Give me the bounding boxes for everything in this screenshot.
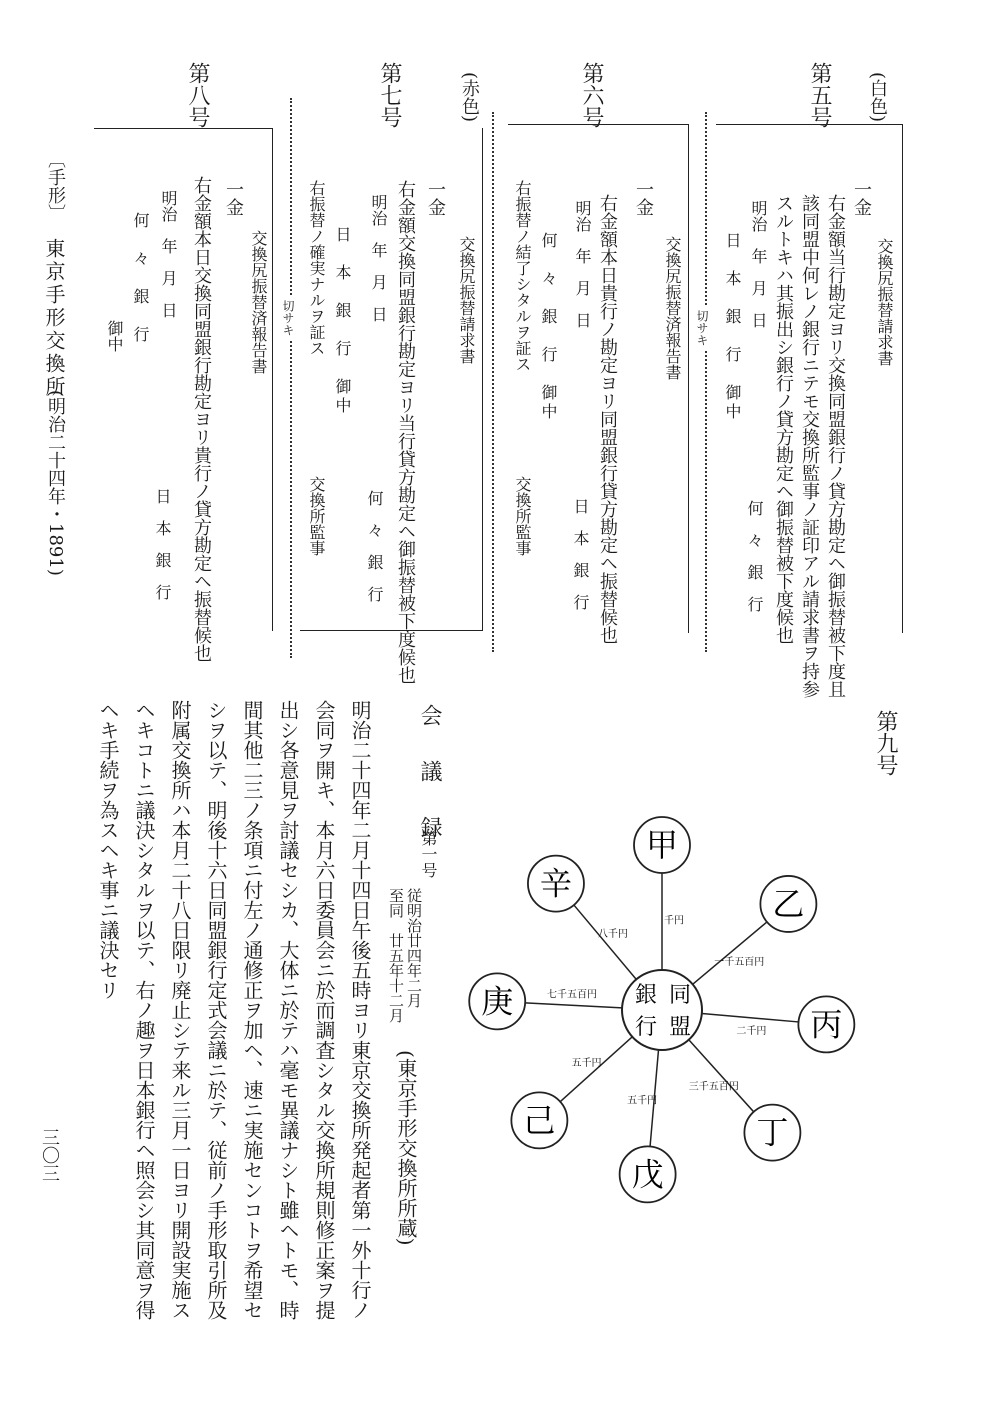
form6-color-note: (赤色) bbox=[459, 72, 480, 123]
form5-body-line3: スルトキハ其振出シ銀行ノ貸方勘定ヘ御振替被下度候也 bbox=[773, 194, 794, 644]
form7-body-line1: 右金額交換同盟銀行勘定ヨリ当行貸方勘定ヘ御振替被下度候也 bbox=[395, 180, 416, 684]
source-bracket: 〔手形〕 bbox=[45, 150, 66, 222]
bank-node-label: 乙 bbox=[772, 884, 805, 923]
form6-number: 第六号 bbox=[579, 62, 604, 128]
form7-cut-line bbox=[290, 98, 292, 658]
bank-node-label: 丙 bbox=[810, 1005, 843, 1044]
form5-color-note: (白色) bbox=[867, 72, 888, 123]
source-organization: 東京手形交換所 bbox=[42, 238, 66, 399]
form6-body-line1: 右金額本日貴行ノ勘定ヨリ同盟銀行貸方勘定ヘ振替候也 bbox=[597, 194, 618, 644]
diagram-amount-label: 一千五百円 bbox=[714, 956, 765, 968]
minutes-line-8: ヘキ手続ヲ為スヘキ事ニ議決セリ bbox=[96, 700, 120, 1000]
minutes-issue-number: 第一号 bbox=[419, 830, 438, 878]
page-number: 三〇三 bbox=[39, 1128, 60, 1182]
bank-node-label: 己 bbox=[523, 1101, 556, 1140]
form6-addressee: 何 々 銀 行 御中 bbox=[539, 232, 558, 422]
form6-title: 交換尻振替済報告書 bbox=[663, 236, 682, 380]
form5-cut-line bbox=[705, 112, 707, 652]
center-label-3: 銀 bbox=[634, 983, 658, 1008]
form6-date: 明治 年 月 日 bbox=[573, 200, 592, 328]
minutes-line-1: 明治二十四年二月十四日午後五時ヨリ東京交換所発起者第一外十行ノ bbox=[348, 700, 372, 1320]
bank-node-label: 庚 bbox=[481, 982, 514, 1021]
bank-node-label: 甲 bbox=[645, 826, 679, 864]
form8-title: 交換尻振替済報告書 bbox=[249, 230, 268, 374]
bank-node-label: 辛 bbox=[539, 864, 572, 903]
form8-addressee-honorific: 御中 bbox=[105, 320, 124, 352]
minutes-line-6: 附属交換所ハ本月二十八日限リ廃止シテ来ル三月一日ヨリ開設実施ス bbox=[168, 700, 192, 1320]
form6-issuer-bank: 日 本 銀 行 bbox=[571, 498, 590, 610]
form8-number: 第八号 bbox=[185, 62, 210, 128]
center-label-1: 同 bbox=[668, 983, 692, 1008]
center-label-2: 盟 bbox=[668, 1015, 692, 1040]
form8-issuer-bank: 日 本 銀 行 bbox=[153, 488, 172, 600]
form8-date: 明治 年 月 日 bbox=[159, 190, 178, 318]
form8-body-line1: 右金額本日交換同盟銀行勘定ヨリ貴行ノ貸方勘定ヘ振替候也 bbox=[191, 176, 212, 662]
form9-diagram-svg bbox=[450, 800, 870, 1220]
form5-addressee: 日 本 銀 行 御中 bbox=[723, 232, 742, 422]
minutes-title: 会 議 録 bbox=[417, 704, 442, 844]
center-label-4: 行 bbox=[634, 1015, 658, 1040]
minutes-line-2: 会同ヲ開キ、本月六日委員会ニ於而調査シタル交換所規則修正案ヲ提 bbox=[312, 700, 336, 1320]
diagram-amount-label: 五千円 bbox=[571, 1057, 602, 1069]
form5-number: 第五号 bbox=[807, 62, 832, 128]
diagram-spoke bbox=[689, 1040, 754, 1112]
form7-title: 交換尻振替請求書 bbox=[457, 236, 476, 364]
form6-certification: 右振替ノ結了シタルヲ証ス bbox=[513, 180, 532, 372]
minutes-holding: (東京手形交換所所蔵) bbox=[394, 1050, 418, 1246]
form8-frame bbox=[94, 128, 273, 631]
form7-date: 明治 年 月 日 bbox=[369, 194, 388, 322]
form7-cut-label: 切サキ bbox=[282, 296, 294, 340]
minutes-period-to: 至同 廿五年十二月 bbox=[387, 888, 405, 1023]
form6-amount: 一金 bbox=[633, 180, 654, 216]
form5-cut-label: 切サキ bbox=[696, 306, 708, 350]
diagram-amount-label: 二千円 bbox=[736, 1025, 767, 1037]
form7-amount: 一金 bbox=[425, 180, 446, 216]
form9-number: 第九号 bbox=[873, 710, 898, 776]
diagram-spoke bbox=[702, 1013, 799, 1021]
form7-supervisor: 交換所監事 bbox=[307, 476, 326, 556]
form7-addressee: 日 本 銀 行 御中 bbox=[333, 226, 352, 416]
diagram-amount-label: 三千五百円 bbox=[688, 1081, 739, 1093]
form7-number: 第七号 bbox=[377, 62, 402, 128]
bank-node-label: 戊 bbox=[631, 1155, 664, 1194]
form5-amount: 一金 bbox=[851, 180, 872, 216]
form7-certification: 右振替ノ確実ナルヲ証ス bbox=[307, 180, 326, 356]
form5-date: 明治 年 月 日 bbox=[749, 200, 768, 328]
source-year: (明治二十四年・1891) bbox=[45, 390, 66, 576]
bank-node-label: 丁 bbox=[756, 1113, 789, 1152]
form5-title: 交換尻振替請求書 bbox=[875, 238, 894, 366]
diagram-spoke bbox=[525, 1003, 622, 1008]
form6-supervisor: 交換所監事 bbox=[513, 476, 532, 556]
diagram-amount-label: 五千円 bbox=[627, 1095, 658, 1107]
form5-issuer-bank: 何 々 銀 行 bbox=[745, 500, 764, 612]
form8-amount: 一金 bbox=[223, 180, 244, 216]
minutes-period-from: 従明治廿四年二月 bbox=[405, 888, 423, 1008]
form7-frame bbox=[300, 128, 483, 631]
form9-clearing-diagram bbox=[450, 800, 870, 1220]
minutes-line-7: ヘキコトニ議決シタルヲ以テ、右ノ趣ヲ日本銀行ヘ照会シ其同意ヲ得 bbox=[132, 700, 156, 1320]
minutes-line-5: シヲ以テ、明後十六日同盟銀行定式会議ニ於テ、従前ノ手形取引所及 bbox=[204, 700, 228, 1320]
form5-body-line1: 右金額当行勘定ヨリ交換同盟銀行ノ貸方勘定ヘ御振替被下度且 bbox=[825, 194, 846, 698]
diagram-amount-label: 八千円 bbox=[597, 928, 628, 940]
diagram-spoke bbox=[560, 1037, 632, 1102]
minutes-line-3: 出シ各意見ヲ討議セシカ、大体ニ於テハ毫モ異議ナシト雖ヘトモ、時 bbox=[276, 700, 300, 1320]
diagram-spoke bbox=[693, 922, 767, 984]
diagram-amount-label: 七千五百円 bbox=[547, 989, 598, 1001]
form8-addressee: 何 々 銀 行 bbox=[131, 212, 150, 345]
form6-cut-line bbox=[492, 112, 494, 652]
minutes-line-4: 間其他二三ノ条項ニ付左ノ通修正ヲ加ヘ、速ニ実施センコトヲ希望セ bbox=[240, 700, 264, 1320]
diagram-amount-label: 千円 bbox=[664, 915, 684, 927]
form5-body-line2: 該同盟中何レノ銀行ニテモ交換所監事ノ証印アル請求書ヲ持参 bbox=[799, 194, 820, 698]
form7-issuer-bank: 何 々 銀 行 bbox=[365, 490, 384, 602]
diagram-spoke bbox=[574, 905, 636, 979]
